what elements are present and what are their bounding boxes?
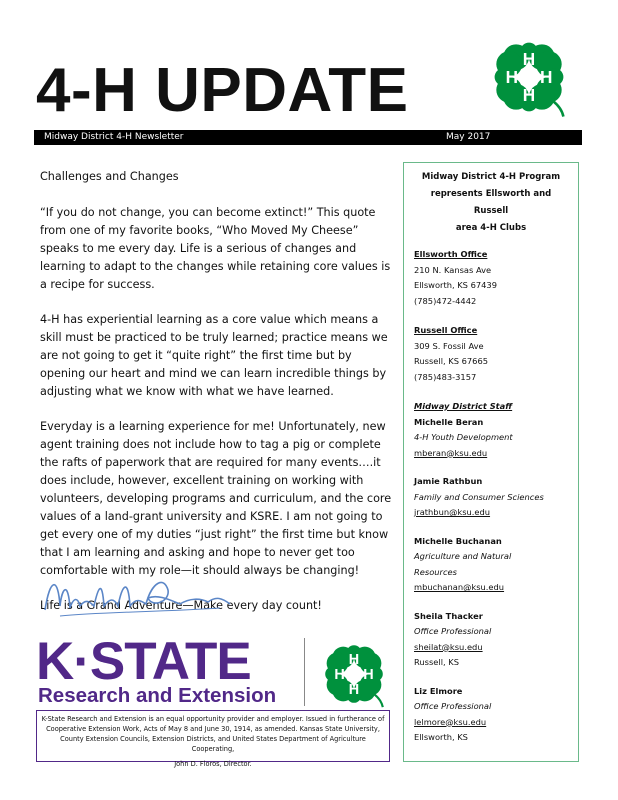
article-closing: Life is a Grand Adventure—Make every day count! <box>40 599 322 612</box>
disclaimer-text: K-State Research and Extension is an equal opportunity provider and employer. Issued in furtherance of Cooperative Extension Work, Acts of May 8 and June 30, 1914, as amended. Kansas State University, County Extension Councils, Extension Districts, and United States Department of Agriculture Cooperating, <box>41 715 385 753</box>
svg-text:H: H <box>522 48 536 69</box>
office-russell <box>414 323 568 385</box>
svg-text:H: H <box>348 682 360 699</box>
staff-email[interactable]: mberan@ksu.edu <box>414 447 488 458</box>
staff-heading: Midway District Staff <box>414 401 513 411</box>
staff-role: Office Professional <box>414 701 492 711</box>
director-credit: John D. Floros, Director. <box>174 760 252 768</box>
signature <box>40 568 240 623</box>
program-description: Midway District 4-H Program represents Ellsworth and Russell area 4-H Clubs <box>421 172 561 233</box>
staff-michelle-buchanan <box>414 534 568 596</box>
four-h-clover-logo-small <box>318 638 390 710</box>
staff-sheila-thacker <box>414 609 568 671</box>
office-title: Ellsworth Office <box>414 249 488 259</box>
staff-role-continued: Resources <box>414 566 457 577</box>
svg-text:H: H <box>505 67 519 88</box>
staff-name: Jamie Rathbun <box>414 476 483 486</box>
four-h-clover-logo <box>486 34 572 120</box>
office-phone: (785)483-3157 <box>414 371 477 382</box>
office-street: 210 N. Kansas Ave <box>414 264 492 275</box>
svg-text:H: H <box>539 67 553 88</box>
staff-email[interactable]: sheilat@ksu.edu <box>414 641 483 652</box>
contact-sidebar <box>403 162 579 762</box>
main-article <box>40 168 392 632</box>
disclaimer-box <box>36 710 390 768</box>
staff-role: 4-H Youth Development <box>414 432 513 442</box>
staff-location: Russell, KS <box>414 657 459 667</box>
article-heading: Challenges and Changes <box>40 170 179 183</box>
kstate-subtitle: Research and Extension <box>38 684 277 707</box>
staff-role: Family and Consumer Sciences <box>414 491 544 502</box>
article-paragraph: “If you do not change, you can become extinct!” This quote from one of my favorite books, “Who Moved My Cheese” speaks to me every day. Life is a serious of changes and learning to adapt to the changes while retaining core values is a recipe for success. <box>40 206 391 291</box>
kstate-wordmark: K·STATE <box>36 632 251 691</box>
staff-liz-elmore <box>414 684 568 746</box>
staff-name: Michelle Buchanan <box>414 535 502 546</box>
office-ellsworth <box>414 247 568 309</box>
issue-date: May 2017 <box>446 132 491 142</box>
staff-michelle-beran <box>414 415 568 462</box>
staff-jamie-rathbun <box>414 474 568 521</box>
svg-text:H: H <box>334 667 345 684</box>
svg-text:H: H <box>522 85 536 106</box>
staff-name: Michelle Beran <box>414 416 484 427</box>
header-band <box>34 130 582 145</box>
staff-email[interactable]: mbuchanan@ksu.edu <box>414 582 505 592</box>
staff-role: Agriculture and Natural <box>414 551 512 561</box>
svg-text:H: H <box>348 651 360 668</box>
staff-name: Sheila Thacker <box>414 610 483 621</box>
office-title: Russell Office <box>414 325 478 335</box>
article-paragraph: 4-H has experiential learning as a core value which means a skill must be practiced to be truly learned; practice means we are not going to get it “quite right” the first time but by opening our heart and mind we can learn incredible things by adjusting what we know with what we have learned. <box>40 313 388 398</box>
svg-text:H: H <box>363 667 374 684</box>
office-city: Ellsworth, KS 67439 <box>414 280 497 290</box>
staff-email[interactable]: jrathbun@ksu.edu <box>414 507 491 517</box>
newsletter-title: 4-H UPDATE <box>36 56 409 125</box>
office-city: Russell, KS 67665 <box>414 356 489 366</box>
article-paragraph: Everyday is a learning experience for me! Unfortunately, new agent training does not include how to tag a pig or complete the rafts of paperwork that are required for many events….it does include, however, excellent training on working with volunteers, developing programs and curriculum, and the core values of a land-grant university and KSRE. I am not going to get every one of my duties “just right” the first time but know that I am learning and asking and hope to never get too comfortable with my role—it should always be changing! <box>40 420 392 577</box>
staff-name: Liz Elmore <box>414 685 463 696</box>
staff-location: Ellsworth, KS <box>414 732 468 742</box>
office-street: 309 S. Fossil Ave <box>414 340 484 351</box>
office-phone: (785)472-4442 <box>414 295 477 306</box>
staff-role: Office Professional <box>414 626 492 636</box>
staff-email[interactable]: lelmore@ksu.edu <box>414 716 487 727</box>
newsletter-name: Midway District 4-H Newsletter <box>44 132 184 142</box>
logo-divider <box>304 638 305 706</box>
